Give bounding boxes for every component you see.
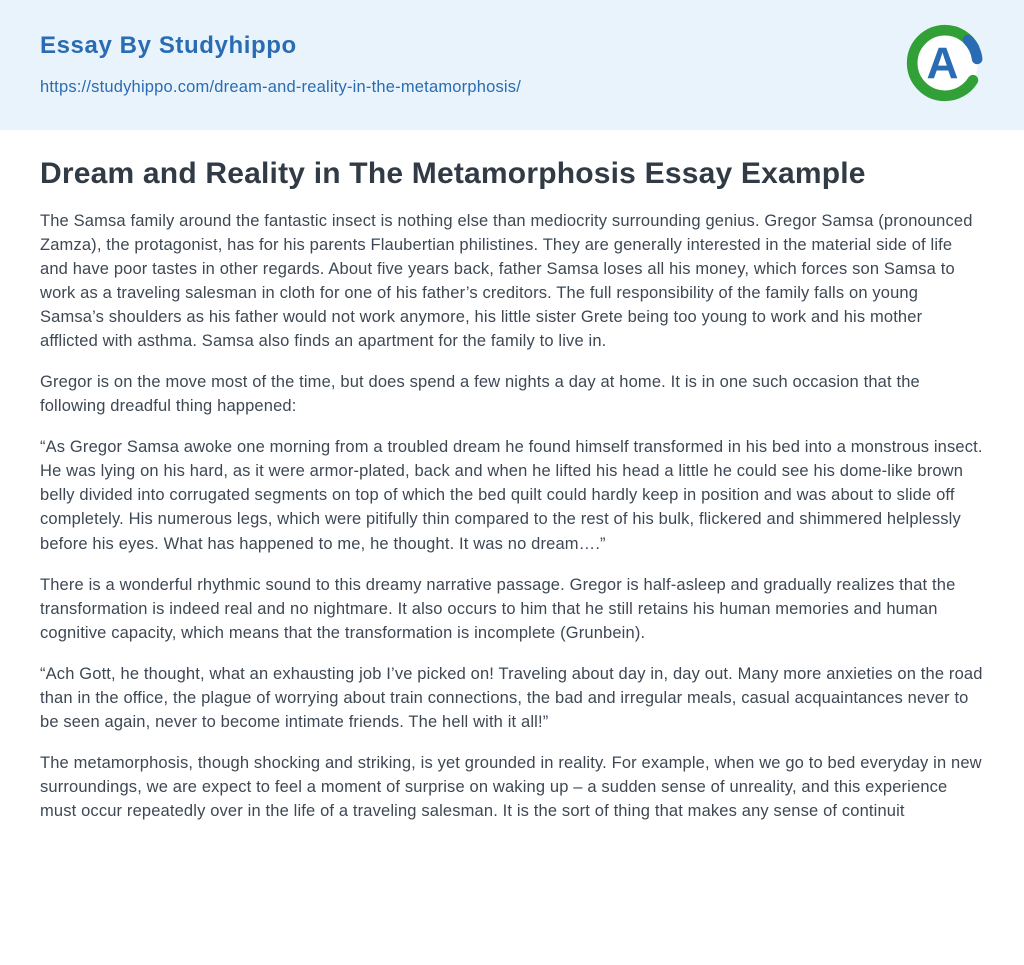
page-title: Dream and Reality in The Metamorphosis Essay Example <box>40 157 866 190</box>
paragraph-6: The metamorphosis, though shocking and striking, is yet grounded in reality. For example, when we go to bed everyday in new surroundings, we are expect to feel a moment of surprise on waking up – a sudden sense of unreality, and this experience must occur repeatedly over in the life of a traveling salesman. It is the sort of thing that makes any sense of continuit <box>40 754 982 821</box>
site-header <box>0 0 1024 130</box>
article-content <box>0 130 1024 823</box>
paragraph-1: The Samsa family around the fantastic insect is nothing else than mediocrity surrounding genius. Gregor Samsa (pronounced Zamza), the protagonist, has for his parents Flaubertian philistines. They are generally interested in the material side of life and have poor tastes in other regards. About five years back, father Samsa loses all his money, which forces son Samsa to work as a traveling salesman in cloth for one of his father’s creditors. The full responsibility of the family falls on young Samsa’s shoulders as his father would not work anymore, his little sister Grete being too young to work and his mother afflicted with asthma. Samsa also finds an apartment for the family to live in. <box>40 211 973 350</box>
article-url-link[interactable]: https://studyhippo.com/dream-and-reality-in-the-metamorphosis/ <box>40 78 522 96</box>
paragraph-5-quote: “Ach Gott, he thought, what an exhausting job I’ve picked on! Traveling about day in, day out. Many more anxieties on the road than in the office, the plague of worrying about train connections, the bad and irregular meals, casual acquaintances never to be seen again, never to become intimate friends. The hell with it all!” <box>40 664 983 731</box>
paragraph-4: There is a wonderful rhythmic sound to this dreamy narrative passage. Gregor is half-asleep and gradually realizes that the transformation is indeed real and no nightmare. It also occurs to him that he still retains his human memories and human cognitive capacity, which means that the transformation is incomplete (Grunbein). <box>40 575 956 642</box>
logo-letter: A <box>926 39 959 89</box>
paragraph-3-quote: “As Gregor Samsa awoke one morning from a troubled dream he found himself transformed in his bed into a monstrous insect. He was lying on his hard, as it were armor-plated, back and when he lifted his head a little he could see his dome-like brown belly divided into corrugated segments on top of which the bed quilt could hardly keep in position and was about to slide off completely. His numerous legs, which were pitifully thin compared to the rest of his bulk, flickered and shimmered helplessly before his eyes. What has happened to me, he thought. It was no dream….” <box>40 438 983 553</box>
site-title: Essay By Studyhippo <box>40 32 297 59</box>
paragraph-2: Gregor is on the move most of the time, but does spend a few nights a day at home. It is in one such occasion that the following dreadful thing happened: <box>40 373 920 416</box>
studyhippo-logo-icon[interactable] <box>904 22 986 104</box>
